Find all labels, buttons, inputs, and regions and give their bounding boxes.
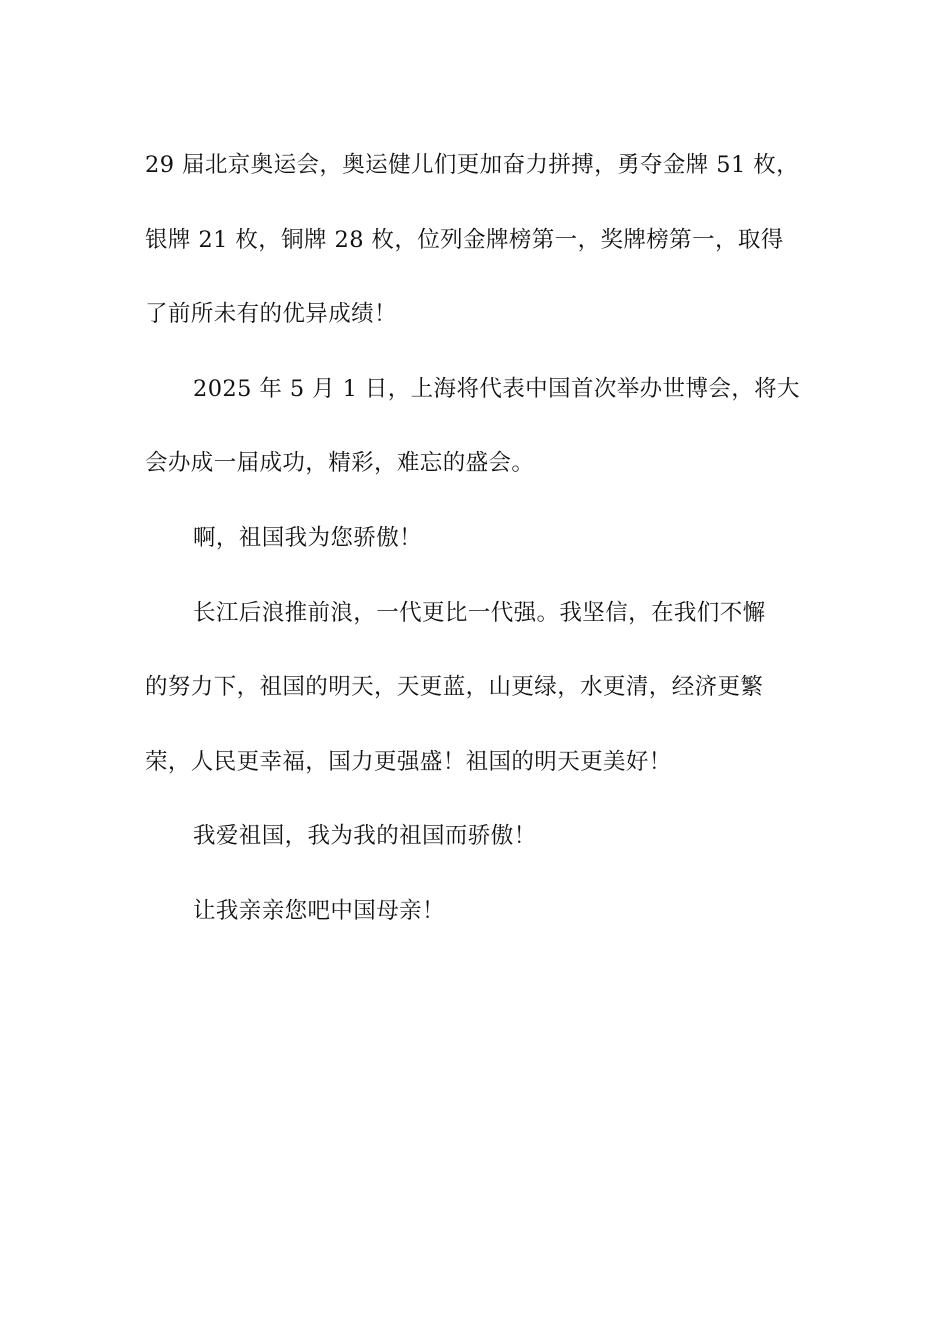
text-line: 荣，人民更幸福，国力更强盛！祖国的明天更美好！	[145, 748, 672, 775]
paragraph-closing	[145, 874, 810, 949]
text-line: 29 届北京奥运会，奥运健儿们更加奋力拼搏，勇夺金牌 51 枚，	[145, 152, 800, 178]
paragraph-love	[145, 799, 810, 874]
paragraph-expo	[145, 352, 810, 501]
text-line: 了前所未有的优异成绩！	[145, 301, 397, 328]
text-line: 让我亲亲您吧中国母亲！	[193, 897, 445, 924]
document-body	[145, 128, 810, 949]
text-line: 啊，祖国我为您骄傲！	[193, 524, 423, 551]
text-line: 会办成一届成功，精彩，难忘的盛会。	[145, 450, 535, 477]
text-line: 我爱祖国，我为我的祖国而骄傲！	[193, 823, 537, 850]
text-line: 2025 年 5 月 1 日，上海将代表中国首次举办世博会，将大	[193, 375, 800, 402]
paragraph-future	[145, 576, 810, 800]
text-line: 银牌 21 枚，铜牌 28 枚，位列金牌榜第一，奖牌榜第一，取得	[145, 226, 784, 253]
paragraph-olympics	[145, 128, 810, 352]
paragraph-proud	[145, 501, 810, 576]
text-line: 长江后浪推前浪，一代更比一代强。我坚信，在我们不懈	[193, 599, 766, 626]
text-line: 的努力下，祖国的明天，天更蓝，山更绿，水更清，经济更繁	[145, 674, 764, 701]
